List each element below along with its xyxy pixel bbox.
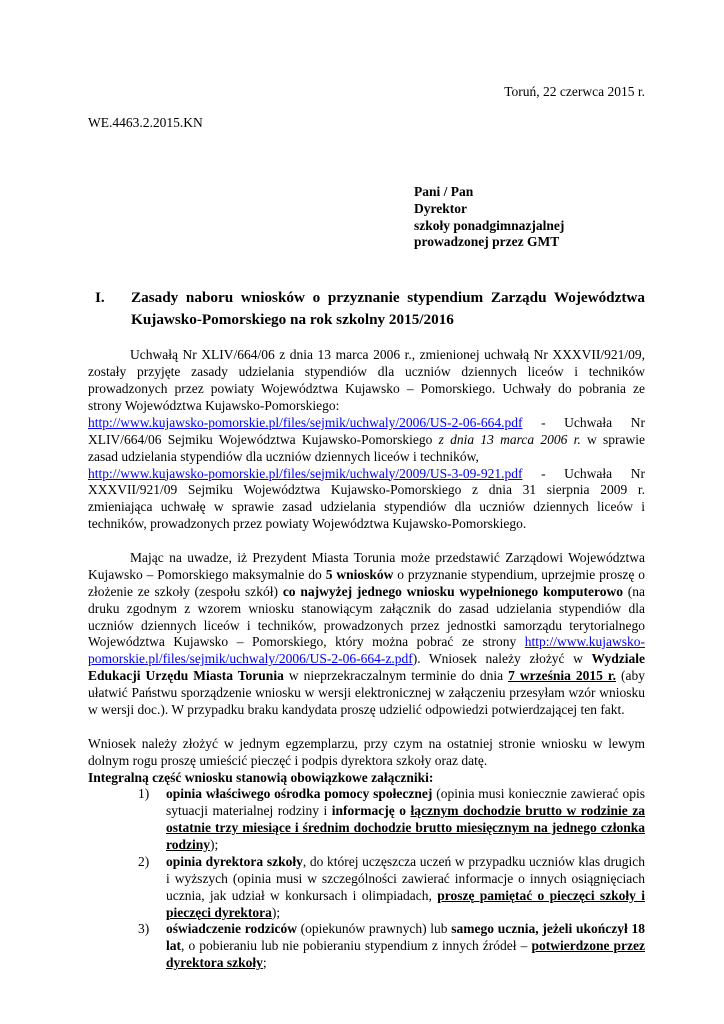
list-item-number: 3) [138, 921, 150, 937]
text-run: oświadczenie rodziców [166, 921, 297, 937]
text-run: Wydziale Edukacji Urzędu Miasta Torunia [88, 651, 645, 684]
list-item [88, 786, 645, 854]
text-run: ; [262, 955, 267, 971]
text-run: Wniosek należy złożyć w jednym egzemplarzu, przy czym na ostatniej stronie wniosku w lewym dolnym rogu proszę umieścić pieczęć i podpis dyrektora szkoły oraz datę. [88, 735, 645, 768]
text-run: ); [210, 837, 219, 853]
text-run: samego ucznia, jeżeli ukończył 18 lat [166, 921, 645, 954]
list-item-text [166, 854, 645, 920]
text-run: (opiekunów prawnych) lub [296, 921, 452, 937]
text-run: co najwyżej jednego wniosku wypełnionego komputerowo [282, 583, 623, 599]
text-run: Mając na uwadze, iż Prezydent Miasta Torunia może przedstawić Zarządowi Województwa Kujawsko – Pomorskiego maksymalnie do [88, 550, 645, 582]
paragraph-wniosek [88, 550, 645, 719]
text-run: potwierdzone przez dyrektora szkoły [166, 938, 645, 971]
text-run: (opinia musi koniecznie zawierać opis sytuacji materialnej rodziny i [166, 786, 645, 819]
list-item [88, 854, 645, 922]
heading-text: Zasady naboru wniosków o przyznanie stypendium Zarządu Województwa Kujawsko-Pomorskiego na rok szkolny 2015/2016 [131, 289, 645, 328]
list-item-text [166, 786, 645, 852]
text-run: (na druku zgodnym z wzorem wniosku stanowiącym załącznik do zasad udzielania stypendiów dla uczniów dziennych liceów i techników, prowadzonych przez jednostki samorządu terytorialnego Województwa Kujawsko – Pomorskiego, który można pobrać ze strony [88, 583, 645, 650]
addressee-block [414, 184, 645, 252]
text-run: w nieprzekraczalnym terminie do dnia [283, 668, 509, 684]
date-line: Toruń, 22 czerwca 2015 r. [504, 84, 645, 99]
text-run: ). Wniosek należy złożyć w [412, 651, 592, 667]
addressee-line: szkoły ponadgimnazjalnej [414, 217, 565, 233]
text-run: informację o [331, 803, 411, 819]
text-run: z dnia 13 marca 2006 r. [438, 431, 581, 447]
text-run: o przyznanie stypendium, uprzejmie proszę o złożenie ze szkoły (zespołu szkół) [88, 566, 645, 599]
addressee-line: Dyrektor [414, 200, 467, 216]
text-run: - Uchwała Nr XLIV/664/06 Sejmiku Województwa Kujawsko-Pomorskiego [88, 414, 645, 447]
paragraph-zlozenie [88, 736, 645, 787]
text-run: 7 września 2015 r. [508, 668, 616, 684]
text-run: Uchwałą Nr XLIV/664/06 z dnia 13 marca 2006 r., zmienionej uchwałą Nr XXXVII/921/09, zostały przyjęte zasady udzielania stypendiów dla uczniów dziennych liceów i techników prowadzonych przez powiaty Województwa Kujawsko – Pomorskiego. Uchwały do pobrania ze strony Województwa Kujawsko-Pomorskiego: [88, 347, 645, 414]
document-link[interactable]: http://www.kujawsko-pomorskie.pl/files/sejmik/uchwaly/2006/US-2-06-664-z.pdf [88, 634, 645, 667]
text-run: , do której uczęszcza uczeń w przypadku uczniów klas drugich i wyższych (opinia musi w szczególności zawierać informacje o innych osiągnięciach ucznia, jak udział w konkursach i olimpiadach, [166, 853, 646, 903]
text-run: ); [271, 904, 281, 920]
list-item-text [166, 921, 645, 970]
text-run: (aby ułatwić Państwu sporządzenie wniosku w wersji elektronicznej w załączeniu przesyłam wzór wniosku w wersji doc.). W przypadku braku kandydata proszę udzielić odpowiedzi potwierdzającej ten fakt. [88, 668, 645, 717]
document-link[interactable]: http://www.kujawsko-pomorskie.pl/files/sejmik/uchwaly/2009/US-3-09-921.pdf [88, 465, 523, 481]
text-run: opinia właściwego ośrodka pomocy społecznej [166, 786, 433, 802]
text-run: - Uchwała Nr XXXVII/921/09 Sejmiku Województwa Kujawsko-Pomorskiego z dnia 31 sierpnia 2009 r. zmieniająca uchwałę w sprawie zasad udzielania stypendiów dla uczniów dziennych liceów i techników, prowadzonych przez powiaty Województwa Kujawsko-Pomorskiego. [88, 465, 645, 532]
text-run: łącznym dochodzie brutto w rodzinie za ostatnie trzy miesiące i średnim dochodzie brutto miesięcznym na jednego członka rodziny [166, 803, 645, 853]
text-run: proszę pamiętać o pieczęci szkoły i pieczęci dyrektora [166, 887, 646, 920]
section-heading [88, 287, 645, 330]
list-item [88, 921, 645, 972]
text-run: opinia dyrektora szkoły [166, 853, 303, 869]
text-run: 5 wniosków [325, 566, 394, 582]
list-item-number: 2) [138, 853, 150, 869]
paragraph-uchwaly [88, 347, 645, 533]
heading-number: I. [95, 289, 105, 307]
document-link[interactable]: http://www.kujawsko-pomorskie.pl/files/sejmik/uchwaly/2006/US-2-06-664.pdf [88, 414, 523, 430]
text-run: , o pobieraniu lub nie pobieraniu stypendium z innych źródeł – [181, 938, 532, 954]
text-run: w sprawie zasad udzielania stypendiów dla uczniów dziennych liceów i techników, [88, 431, 645, 464]
addressee-line: Pani / Pan [414, 183, 474, 199]
attachments-list [88, 786, 645, 972]
list-item-number: 1) [138, 786, 150, 802]
text-run: Integralną część wniosku stanowią obowiązkowe załączniki: [88, 769, 434, 785]
reference-number: WE.4463.2.2015.KN [88, 114, 203, 130]
addressee-line: prowadzonej przez GMT [414, 234, 560, 250]
